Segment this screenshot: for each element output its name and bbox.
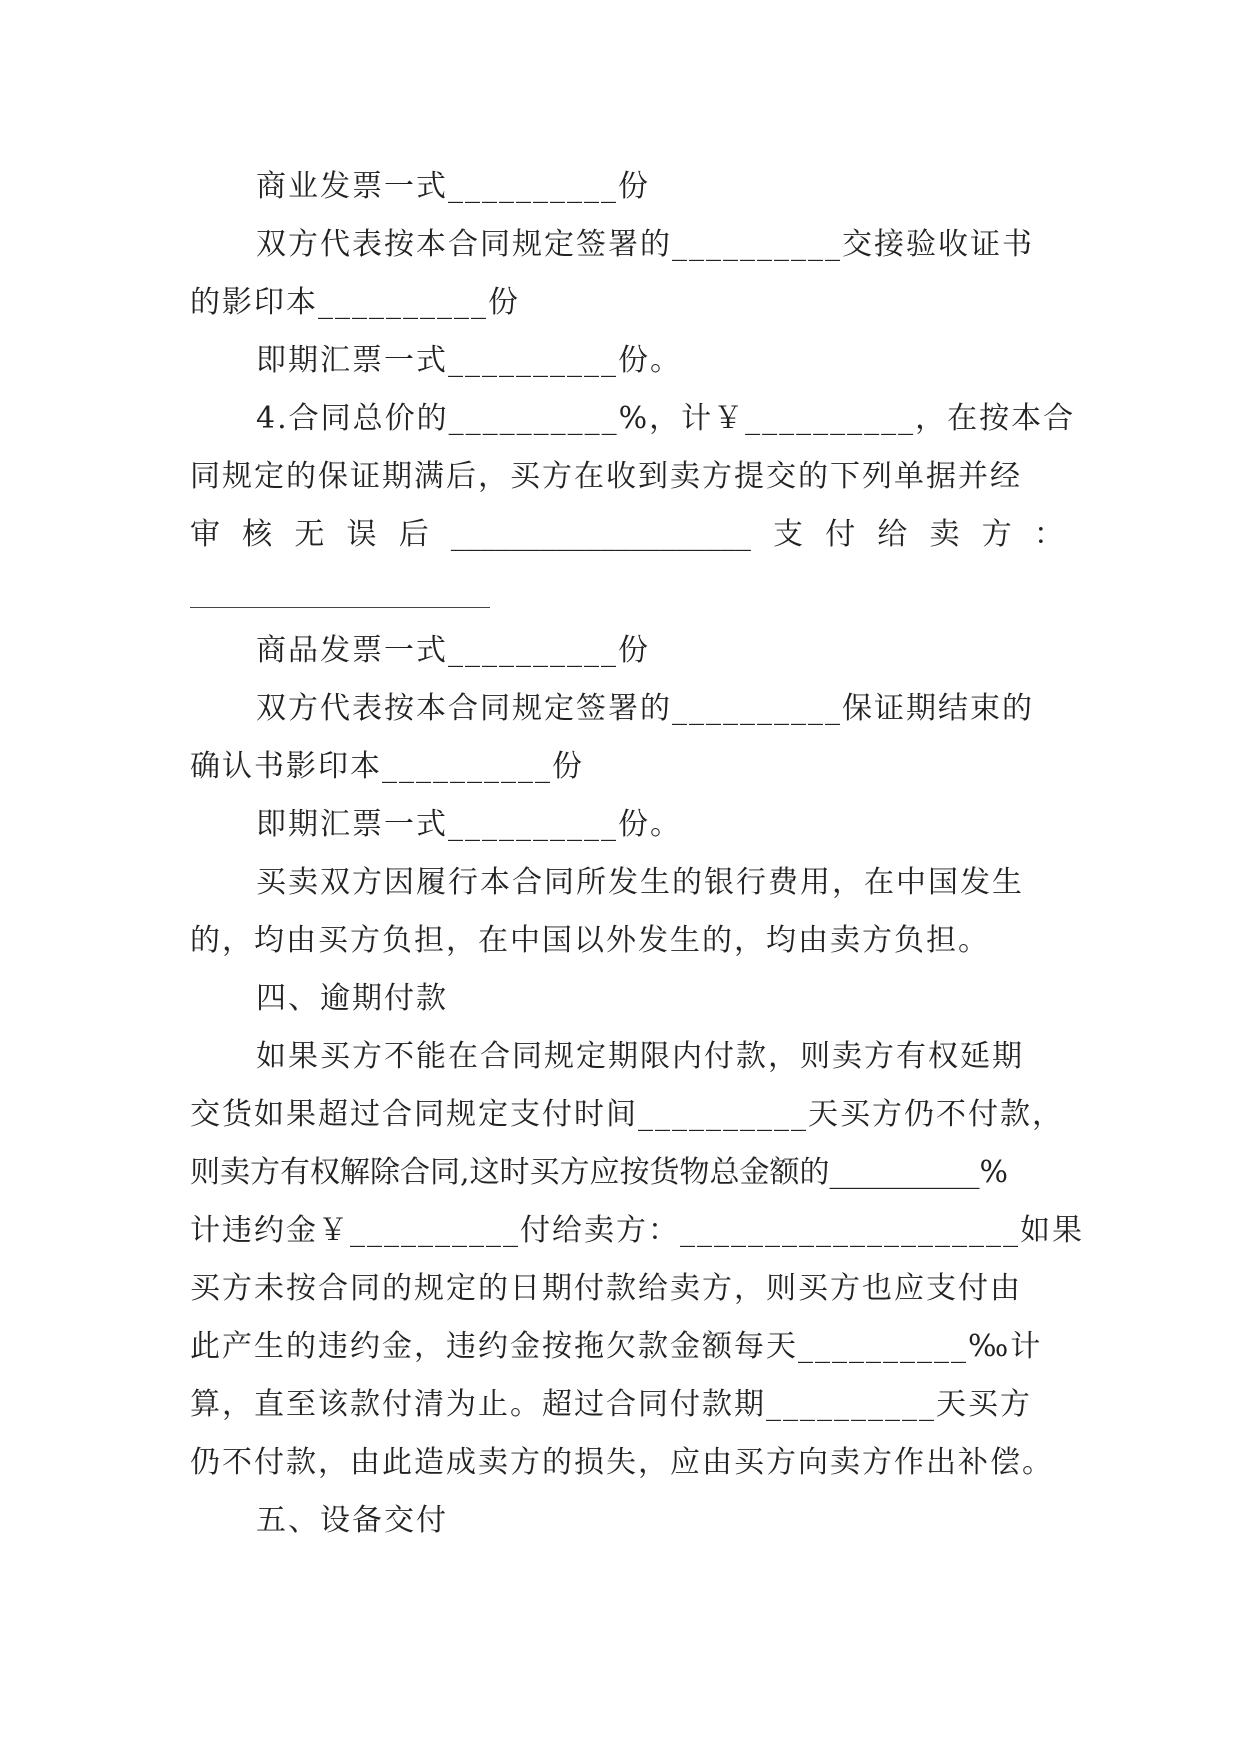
char: 审: [190, 517, 220, 552]
text-line-22: 仍不付款，由此造成卖方的损失，应由买方向卖方作出补偿。: [190, 1445, 1054, 1480]
text-line-10: 确认书影印本__________份: [190, 749, 584, 784]
text-line-19: 买方未按合同的规定的日期付款给卖方，则买方也应支付由: [190, 1271, 1022, 1306]
text-line-15: 如果买方不能在合同规定期限内付款，则卖方有权延期: [256, 1039, 1024, 1074]
char: 支: [773, 517, 804, 552]
text-line-1: 商业发票一式__________份: [256, 169, 650, 204]
text-line-8: 商品发票一式__________份: [256, 633, 650, 668]
char: 付: [825, 517, 856, 552]
char: 误: [346, 517, 377, 552]
section-heading-4: 四、逾期付款: [256, 981, 448, 1016]
char: 后: [398, 517, 429, 552]
text-line-13: 的，均由买方负担，在中国以外发生的，均由卖方负担。: [190, 923, 990, 958]
char: 给: [877, 517, 908, 552]
char: 方: [981, 517, 1012, 552]
text-line-3: 的影印本__________份: [190, 285, 520, 320]
char: 卖: [929, 517, 960, 552]
text-line-2: 双方代表按本合同规定签署的__________交接验收证书: [256, 227, 1034, 262]
text-line-17: 则卖方有权解除合同,这时买方应按货物总金额的__________%: [190, 1155, 1009, 1190]
text-line-12: 买卖双方因履行本合同所发生的银行费用，在中国发生: [256, 865, 1024, 900]
char: 核: [242, 517, 273, 552]
text-line-4: 即期汇票一式__________份。: [256, 343, 682, 378]
text-line-5: 4.合同总价的__________%，计￥__________，在按本合: [256, 401, 1076, 436]
text-line-11: 即期汇票一式__________份。: [256, 807, 682, 842]
text-line-9: 双方代表按本合同规定签署的__________保证期结束的: [256, 691, 1034, 726]
char: 无: [294, 517, 325, 552]
text-line-20: 此产生的违约金，违约金按拖欠款金额每天__________‰计: [190, 1329, 1043, 1364]
text-line-16: 交货如果超过合同规定支付时间__________天买方仍不付款，: [190, 1097, 1064, 1132]
text-line-18: 计违约金￥__________付给卖方：____________________如果: [190, 1213, 1084, 1248]
text-line-6: 同规定的保证期满后，买方在收到卖方提交的下列单据并经: [190, 459, 1022, 494]
char: ：: [1033, 517, 1064, 552]
section-heading-5: 五、设备交付: [256, 1503, 448, 1538]
blank-field-line: [190, 605, 490, 608]
text-line-21: 算，直至该款付清为止。超过合同付款期__________天买方: [190, 1387, 1032, 1422]
blank-field: ____________________: [450, 517, 751, 552]
text-line-7: [190, 512, 1064, 558]
